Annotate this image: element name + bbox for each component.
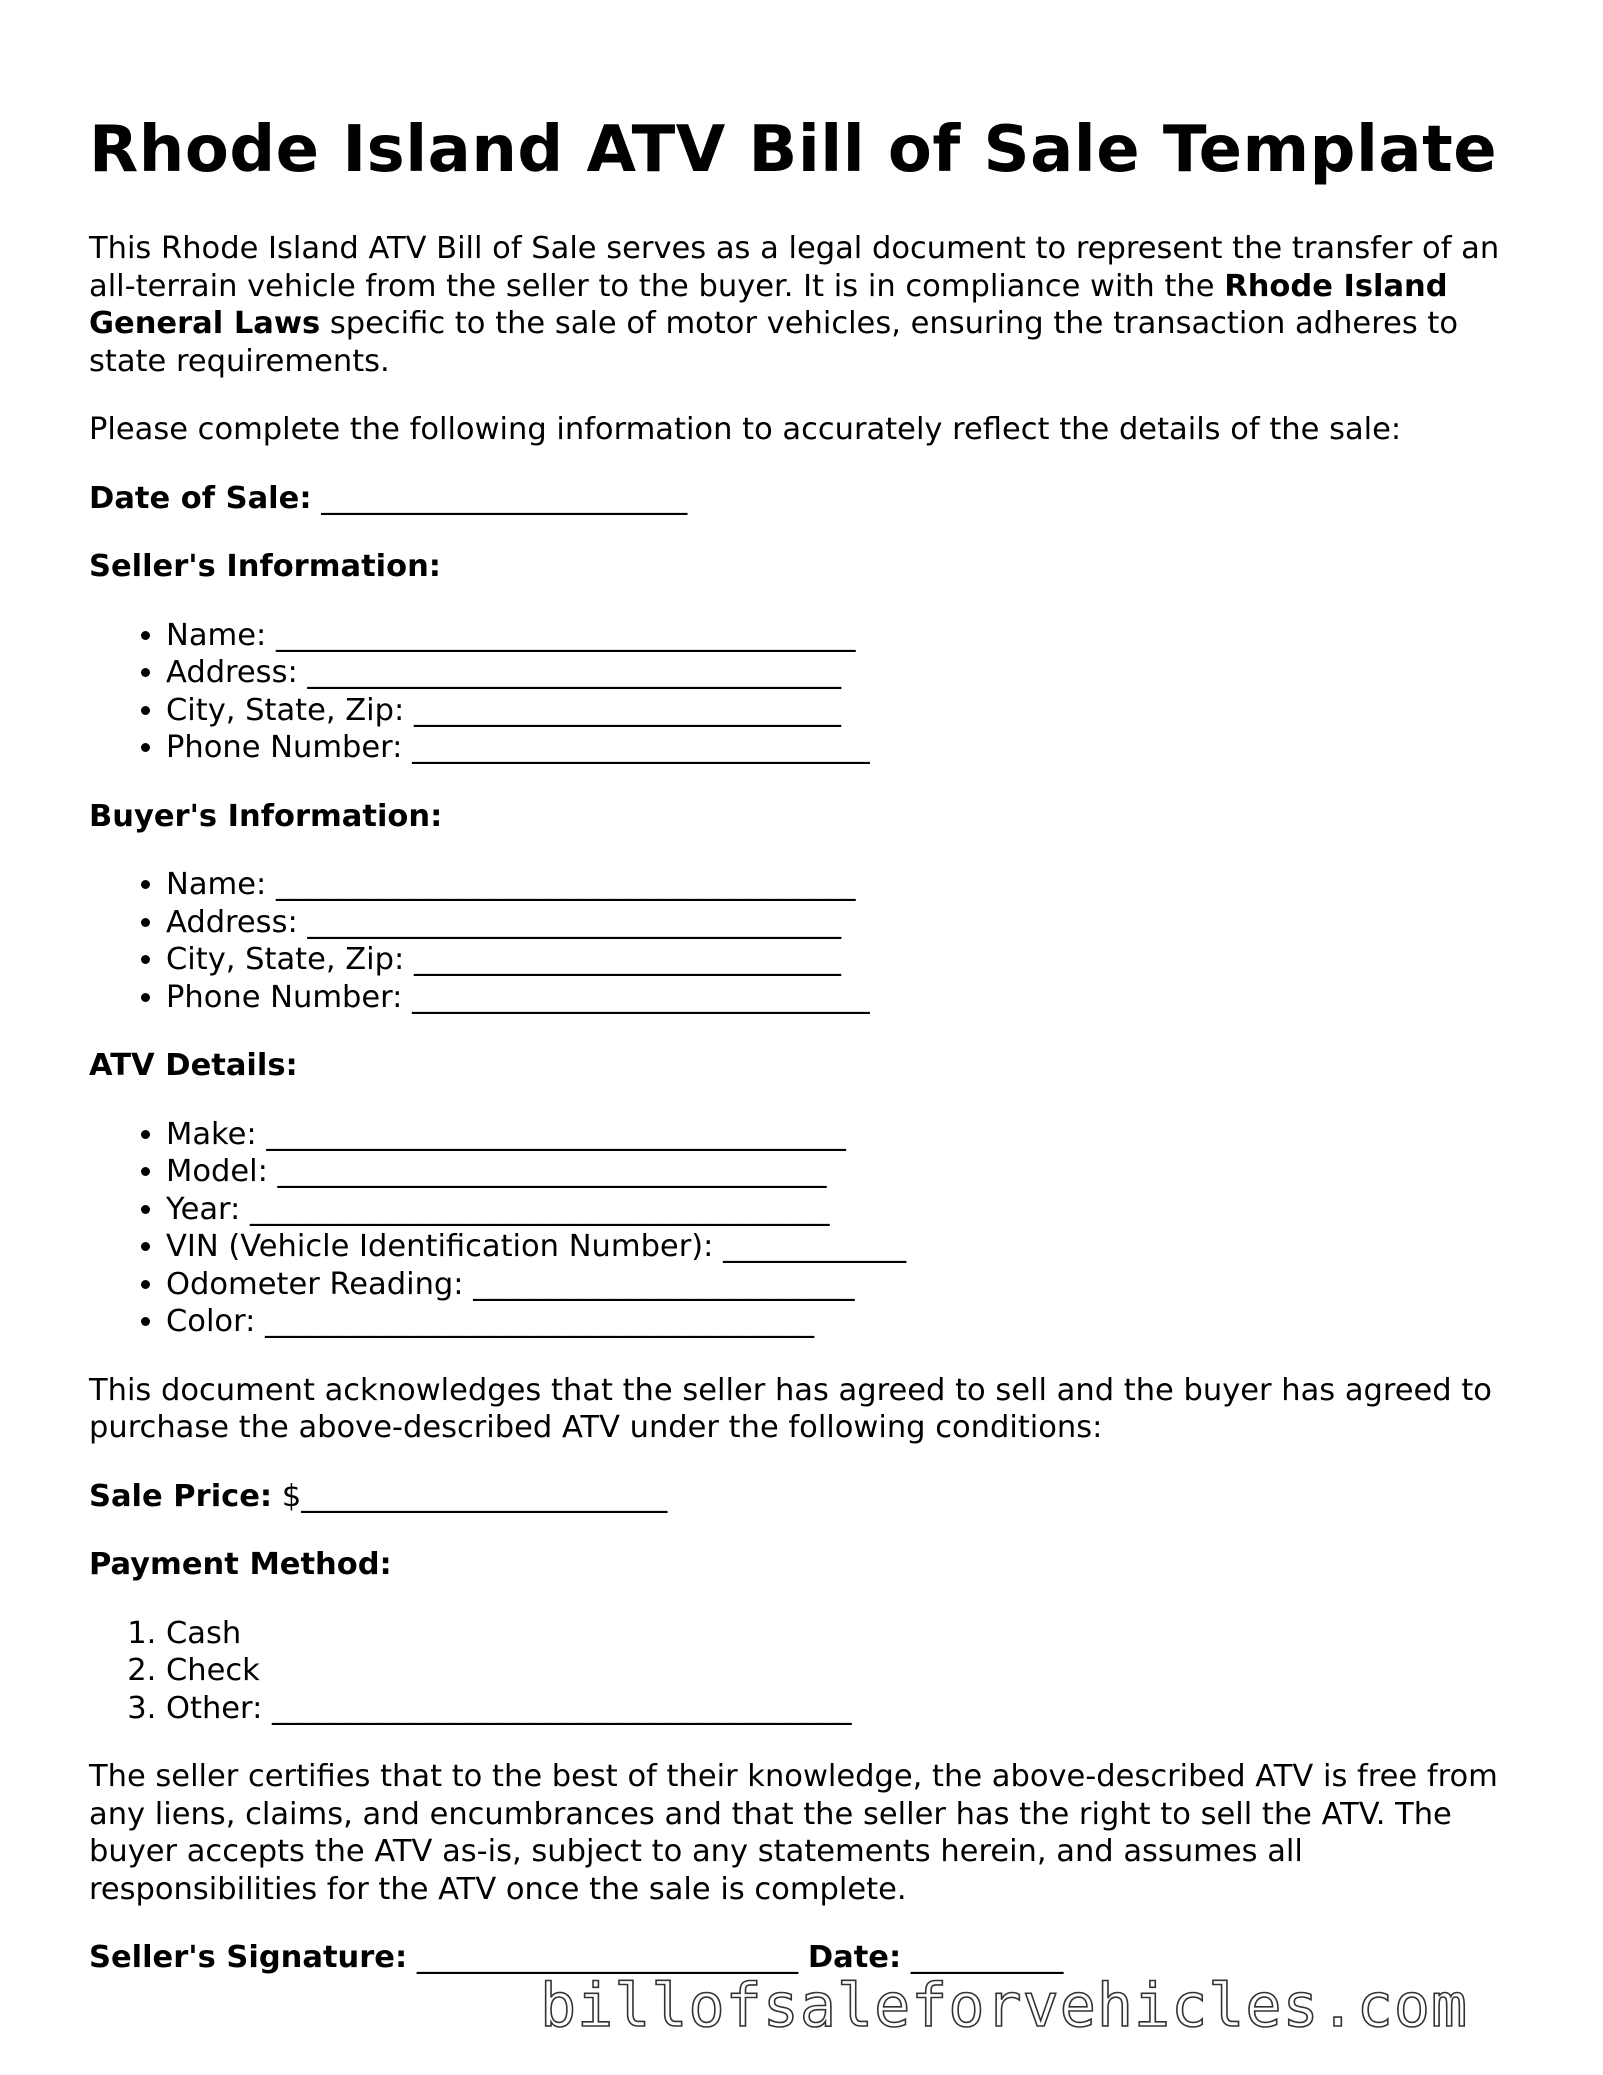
signature-date-blank: __________ — [910, 1940, 1064, 1975]
intro-law-reference: Rhode Island General Laws — [89, 268, 1448, 341]
intro-text-2: specific to the sale of motor vehicles, ensuring the transaction adheres to state requirements. — [89, 306, 1459, 379]
payment-heading: Payment Method: — [89, 1547, 392, 1582]
intro-text-1: This Rhode Island ATV Bill of Sale serves as a legal document to represent the transfer of an all-terrain vehicle from the seller to the buyer. It is in compliance with the — [89, 231, 1500, 304]
atv-model-field: • Model: ____________________________________ — [166, 1153, 1529, 1191]
atv-year-field: • Year: ______________________________________ — [166, 1191, 1529, 1229]
payment-option-check: 2. Check — [166, 1652, 1529, 1690]
sale-price-line — [89, 1478, 1529, 1516]
date-of-sale-line — [89, 480, 1529, 518]
page-title: Rhode Island ATV Bill of Sale Template — [89, 113, 1498, 187]
atv-color-field: • Color: ____________________________________ — [166, 1303, 1529, 1341]
seller-heading: Seller's Information: — [89, 549, 441, 584]
atv-make-field: • Make: ______________________________________ — [166, 1116, 1529, 1154]
seller-name-field: • Name: ______________________________________ — [166, 617, 1529, 655]
buyer-city-state-zip-field: • City, State, Zip: ____________________________ — [166, 941, 1529, 979]
intro-paragraph — [89, 230, 1529, 380]
seller-list — [89, 617, 1529, 767]
payment-option-cash: 1. Cash — [166, 1615, 1529, 1653]
buyer-heading: Buyer's Information: — [89, 798, 443, 834]
atv-heading: ATV Details: — [89, 1048, 298, 1083]
seller-address-field: • Address: ___________________________________ — [166, 654, 1529, 692]
signature-date-label: Date: — [807, 1940, 902, 1975]
seller-signature-label: Seller's Signature: — [89, 1940, 408, 1975]
atv-odometer-field: • Odometer Reading: _________________________ — [166, 1266, 1529, 1304]
date-of-sale-label: Date of Sale: — [89, 480, 312, 516]
certification-paragraph: The seller certifies that to the best of their knowledge, the above-described ATV is free from any liens, claims, and encumbrances and that the seller has the right to sell the ATV. The buyer accepts the ATV as-is, subject to any statements herein, and assumes all responsibilities for the ATV once the sale is complete. — [89, 1759, 1498, 1907]
seller-phone-field: • Phone Number: ______________________________ — [166, 729, 1529, 767]
site-watermark: billofsaleforvehicles.com — [540, 1971, 1469, 2041]
seller-signature-blank: _________________________ — [416, 1940, 799, 1975]
sale-price-label: Sale Price: — [89, 1478, 273, 1514]
atv-vin-field: • VIN (Vehicle Identification Number): ____________ — [166, 1228, 1529, 1266]
date-of-sale-blank: ________________________ — [321, 480, 688, 516]
seller-city-state-zip-field: • City, State, Zip: ____________________________ — [166, 692, 1529, 730]
payment-option-other: 3. Other: ______________________________________ — [166, 1690, 1529, 1728]
payment-list — [89, 1615, 1529, 1728]
sale-price-blank: $________________________ — [281, 1478, 668, 1514]
buyer-address-field: • Address: ___________________________________ — [166, 904, 1529, 942]
atv-list — [89, 1116, 1529, 1341]
document-page — [89, 110, 1529, 1977]
buyer-phone-field: • Phone Number: ______________________________ — [166, 979, 1529, 1017]
buyer-list — [89, 866, 1529, 1016]
instruction-text: Please complete the following information to accurately reflect the details of the sale: — [89, 412, 1402, 447]
acknowledgement-paragraph: This document acknowledges that the seller has agreed to sell and the buyer has agreed to purchase the above-described ATV under the following conditions: — [89, 1372, 1492, 1445]
buyer-name-field: • Name: ______________________________________ — [166, 866, 1529, 904]
